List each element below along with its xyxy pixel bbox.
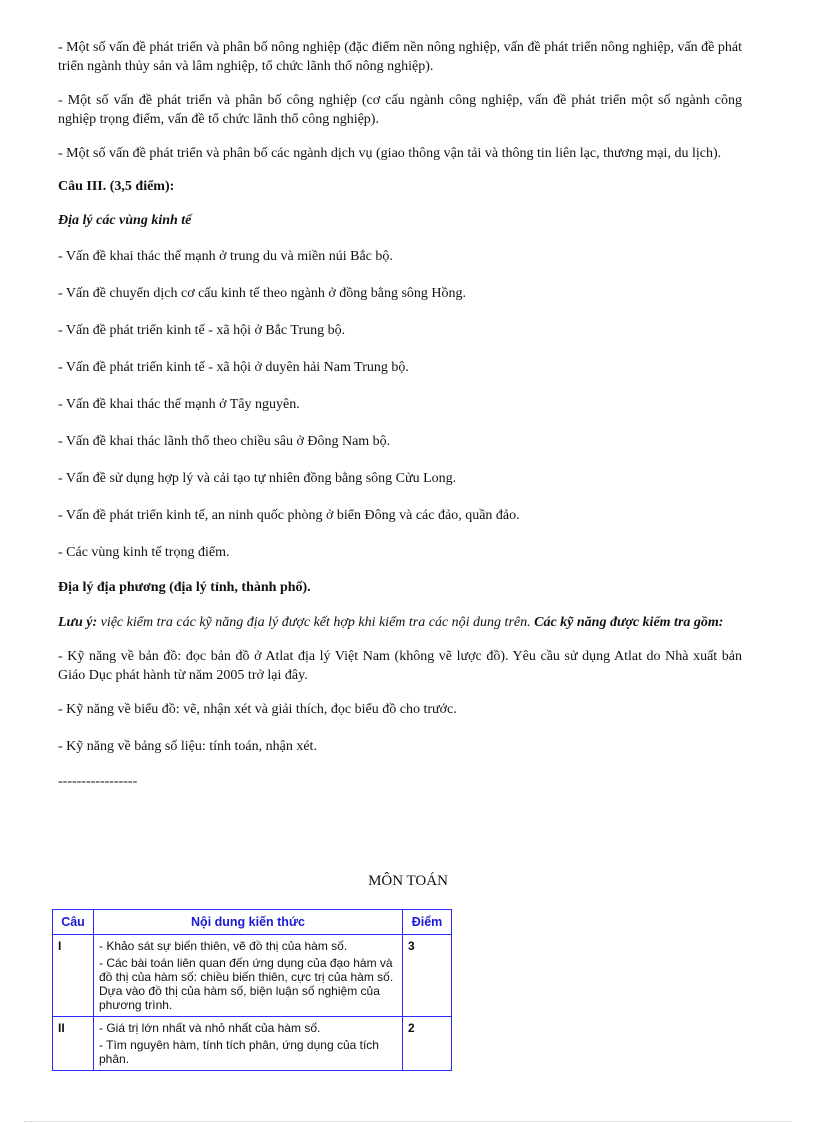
list-item: - Vấn đề phát triển kinh tế, an ninh quốc phòng ở biển Đông và các đảo, quần đảo. — [58, 508, 520, 523]
regions-list — [58, 247, 742, 562]
cell-diem: 3 — [403, 935, 452, 1017]
paragraph-industry: - Một số vấn đề phát triển và phân bố công nghiệp (cơ cấu ngành công nghiệp, vấn đề phát triển một số ngành công nghiệp trọng điểm, vấn đề tổ chức lãnh thổ công nghiệp). — [58, 93, 742, 127]
cell-diem: 2 — [403, 1017, 452, 1071]
skill-item-chart: - Kỹ năng về biểu đồ: vẽ, nhận xét và giải thích, đọc biểu đồ cho trước. — [58, 702, 457, 717]
content-line: - Các bài toán liên quan đến ứng dụng của đạo hàm và đồ thị của hàm số: chiều biến thiên, cực trị của hàm số. Dựa vào đồ thị của hàm số, biện luận số nghiệm của phương trình. — [99, 956, 394, 1012]
local-geography-heading: Địa lý địa phương (địa lý tỉnh, thành phố). — [58, 580, 311, 595]
cell-cau: I — [53, 935, 94, 1017]
page-bottom-divider — [24, 1121, 792, 1122]
skill-item-table: - Kỹ năng về bảng số liệu: tính toán, nhận xét. — [58, 739, 317, 754]
paragraph-services: - Một số vấn đề phát triển và phân bố các ngành dịch vụ (giao thông vận tải và thông tin liên lạc, thương mại, du lịch). — [58, 146, 722, 161]
header-noi-dung: Nội dung kiến thức — [94, 910, 403, 935]
list-item: - Vấn đề khai thác lãnh thổ theo chiều sâu ở Đông Nam bộ. — [58, 434, 391, 449]
list-item: - Các vùng kinh tế trọng điểm. — [58, 545, 230, 560]
note-paragraph — [58, 613, 742, 632]
list-item: - Vấn đề chuyển dịch cơ cấu kinh tế theo ngành ở đồng bằng sông Hồng. — [58, 286, 467, 301]
cell-content — [94, 935, 403, 1017]
content-line: - Giá trị lớn nhất và nhỏ nhất của hàm số. — [99, 1021, 321, 1035]
regions-heading: Địa lý các vùng kinh tế — [58, 213, 192, 228]
math-section-title: MÔN TOÁN — [368, 873, 448, 889]
section-heading-cau-iii: Câu III. (3,5 điểm): — [58, 179, 175, 194]
list-item: - Vấn đề phát triển kinh tế - xã hội ở duyên hải Nam Trung bộ. — [58, 360, 409, 375]
content-line: - Khảo sát sự biến thiên, vẽ đồ thị của hàm số. — [99, 939, 348, 953]
table-header-row — [53, 910, 452, 935]
skill-item-map: - Kỹ năng về bản đồ: đọc bản đồ ở Atlat địa lý Việt Nam (không vẽ lược đồ). Yêu cầu sử dụng Atlat do Nhà xuất bản Giáo Dục phát hành từ năm 2005 trở lại đây. — [58, 649, 742, 683]
list-item: - Vấn đề khai thác thế mạnh ở Tây nguyên. — [58, 397, 300, 412]
list-item: - Vấn đề khai thác thế mạnh ở trung du và miền núi Bắc bộ. — [58, 249, 393, 264]
document-body — [58, 38, 742, 790]
separator-line: ----------------- — [58, 774, 138, 789]
table-row — [53, 935, 452, 1017]
paragraph-agriculture: - Một số vấn đề phát triển và phân bố nông nghiệp (đặc điểm nền nông nghiệp, vấn đề phát triển nông nghiệp, vấn đề phát triển ngành thủy sản và lâm nghiệp, tổ chức lãnh thổ nông nghiệp). — [58, 40, 742, 74]
list-item: - Vấn đề phát triển kinh tế - xã hội ở Bắc Trung bộ. — [58, 323, 346, 338]
cell-cau: II — [53, 1017, 94, 1071]
header-cau: Câu — [53, 910, 94, 935]
cell-content — [94, 1017, 403, 1071]
table-row — [53, 1017, 452, 1071]
content-line: - Tìm nguyên hàm, tính tích phân, ứng dụng của tích phân. — [99, 1038, 379, 1066]
list-item: - Vấn đề sử dụng hợp lý và cải tạo tự nhiên đồng bằng sông Cửu Long. — [58, 471, 457, 486]
note-text: việc kiểm tra các kỹ năng địa lý được kết hợp khi kiểm tra các nội dung trên. — [97, 615, 531, 630]
math-content-table — [52, 909, 452, 1071]
header-diem: Điểm — [403, 910, 452, 935]
note-bold-tail: Các kỹ năng được kiểm tra gồm: — [530, 615, 724, 630]
note-label: Lưu ý: — [58, 615, 98, 630]
